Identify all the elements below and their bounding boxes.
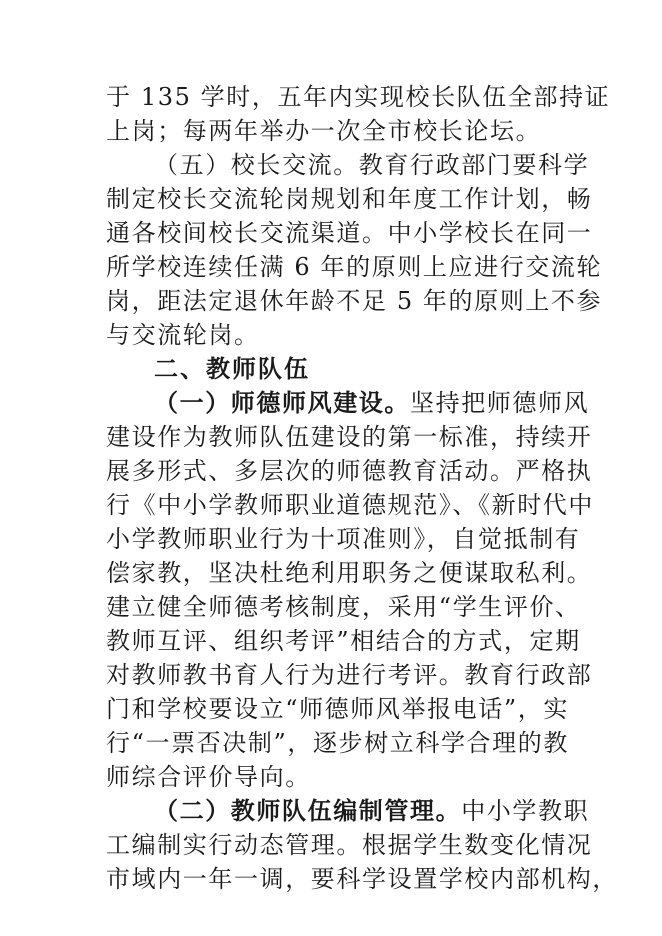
- text-line: 建设作为教师队伍建设的第一标准，持续开: [106, 423, 593, 451]
- text-line: 市域内一年一调，要科学设置学校内部机构，: [106, 865, 618, 893]
- subsection-title: （二）教师队伍编制管理。: [154, 797, 462, 825]
- section-heading: 二、教师队伍: [154, 355, 310, 383]
- text-line: 于 135 学时，五年内实现校长队伍全部持证: [106, 83, 611, 111]
- text-line: 展多形式、多层次的师德教育活动。严格执: [106, 457, 593, 485]
- text-line: 偿家教，坚决杜绝利用职务之便谋取私利。: [106, 559, 593, 587]
- text-line: 所学校连续任满 6 年的原则上应进行交流轮: [106, 253, 603, 281]
- text-line: 岗，距法定退休年龄不足 5 年的原则上不参: [106, 287, 603, 315]
- text-line: 对教师教书育人行为进行考评。教育行政部: [106, 661, 593, 689]
- text-run: 坚持把师德师风: [410, 389, 590, 417]
- text-line: 上岗；每两年举办一次全市校长论坛。: [106, 117, 542, 145]
- text-line: 制定校长交流轮岗规划和年度工作计划，畅: [106, 185, 593, 213]
- text-line: 门和学校要设立“师德师风举报电话”，实: [106, 695, 569, 723]
- text-line: [154, 794, 590, 828]
- text-line: 行“一票否决制”，逐步树立科学合理的教: [106, 729, 569, 757]
- text-line: （五）校长交流。教育行政部门要科学: [154, 151, 590, 179]
- subsection-title: （一）师德师风建设。: [154, 389, 410, 417]
- text-line: 师综合评价导向。: [106, 763, 311, 791]
- text-line: 与交流轮岗。: [106, 321, 260, 349]
- text-line: 行《中小学教师职业道德规范》、《新时代中: [106, 491, 594, 519]
- text-line: 建立健全师德考核制度，采用“学生评价、: [106, 593, 581, 621]
- text-line: 教师互评、组织考评”相结合的方式，定期: [106, 627, 581, 655]
- text-line: 工编制实行动态管理。根据学生数变化情况: [106, 831, 593, 859]
- text-line: 通各校间校长交流渠道。中小学校长在同一: [106, 219, 593, 247]
- text-run: 中小学教职: [461, 797, 590, 825]
- text-line: 小学教师职业行为十项准则》，自觉抵制有: [106, 525, 581, 553]
- text-line: [154, 386, 590, 420]
